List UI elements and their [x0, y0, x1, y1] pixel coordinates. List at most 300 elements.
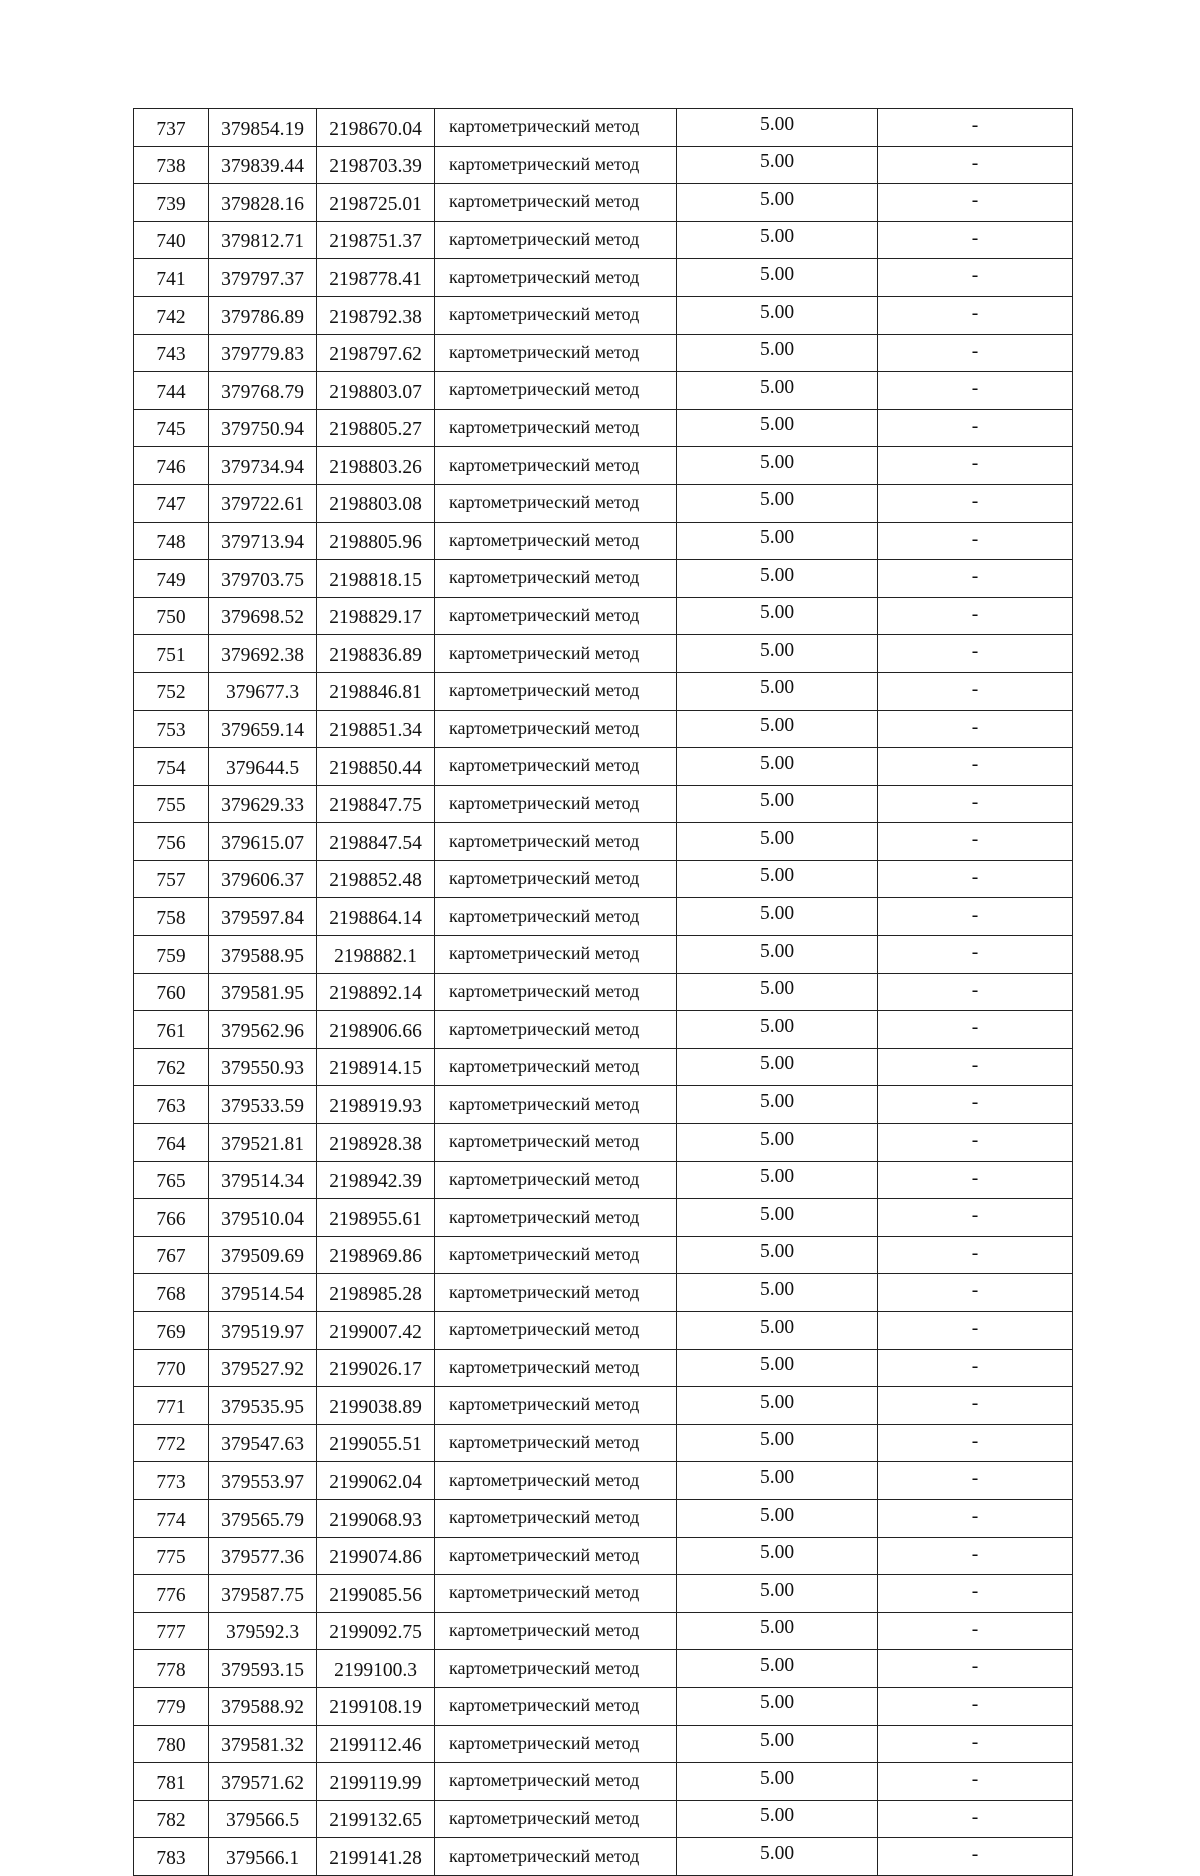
- point-number-cell: 743: [134, 334, 209, 372]
- error-cell: 5.00: [677, 447, 878, 485]
- table-row: [134, 597, 1073, 635]
- error-cell: 5.00: [677, 1612, 878, 1650]
- table-row: [134, 1650, 1073, 1688]
- point-number-cell: 741: [134, 259, 209, 297]
- x-coordinate-cell: 379565.79: [209, 1499, 317, 1537]
- point-number-cell: 749: [134, 560, 209, 598]
- note-cell: -: [878, 823, 1073, 861]
- x-coordinate-cell: 379514.54: [209, 1274, 317, 1312]
- note-cell: -: [878, 560, 1073, 598]
- y-coordinate-cell: 2198864.14: [317, 898, 435, 936]
- y-coordinate-cell: 2199112.46: [317, 1725, 435, 1763]
- error-cell: 5.00: [677, 936, 878, 974]
- note-cell: -: [878, 1236, 1073, 1274]
- note-cell: -: [878, 1499, 1073, 1537]
- note-cell: -: [878, 409, 1073, 447]
- point-number-cell: 750: [134, 597, 209, 635]
- point-number-cell: 760: [134, 973, 209, 1011]
- point-number-cell: 757: [134, 860, 209, 898]
- note-cell: -: [878, 1274, 1073, 1312]
- point-number-cell: 759: [134, 936, 209, 974]
- note-cell: -: [878, 936, 1073, 974]
- x-coordinate-cell: 379587.75: [209, 1575, 317, 1613]
- error-cell: 5.00: [677, 1199, 878, 1237]
- error-cell: 5.00: [677, 748, 878, 786]
- point-number-cell: 748: [134, 522, 209, 560]
- note-cell: -: [878, 898, 1073, 936]
- table-row: [134, 635, 1073, 673]
- method-cell: картометрический метод: [435, 296, 677, 334]
- method-cell: картометрический метод: [435, 1838, 677, 1876]
- x-coordinate-cell: 379828.16: [209, 184, 317, 222]
- note-cell: -: [878, 672, 1073, 710]
- method-cell: картометрический метод: [435, 1499, 677, 1537]
- y-coordinate-cell: 2199068.93: [317, 1499, 435, 1537]
- error-cell: 5.00: [677, 898, 878, 936]
- error-cell: 5.00: [677, 1462, 878, 1500]
- y-coordinate-cell: 2199085.56: [317, 1575, 435, 1613]
- method-cell: картометрический метод: [435, 409, 677, 447]
- y-coordinate-cell: 2199119.99: [317, 1763, 435, 1801]
- note-cell: -: [878, 1800, 1073, 1838]
- x-coordinate-cell: 379692.38: [209, 635, 317, 673]
- x-coordinate-cell: 379812.71: [209, 221, 317, 259]
- error-cell: 5.00: [677, 409, 878, 447]
- error-cell: 5.00: [677, 1725, 878, 1763]
- point-number-cell: 738: [134, 146, 209, 184]
- method-cell: картометрический метод: [435, 748, 677, 786]
- table-row: [134, 1763, 1073, 1801]
- note-cell: -: [878, 1161, 1073, 1199]
- point-number-cell: 769: [134, 1312, 209, 1350]
- method-cell: картометрический метод: [435, 560, 677, 598]
- table-row: [134, 1274, 1073, 1312]
- note-cell: -: [878, 522, 1073, 560]
- y-coordinate-cell: 2199007.42: [317, 1312, 435, 1350]
- y-coordinate-cell: 2198969.86: [317, 1236, 435, 1274]
- point-number-cell: 737: [134, 109, 209, 147]
- note-cell: -: [878, 1424, 1073, 1462]
- x-coordinate-cell: 379533.59: [209, 1086, 317, 1124]
- method-cell: картометрический метод: [435, 1687, 677, 1725]
- table-row: [134, 1312, 1073, 1350]
- error-cell: 5.00: [677, 1011, 878, 1049]
- y-coordinate-cell: 2198803.26: [317, 447, 435, 485]
- method-cell: картометрический метод: [435, 973, 677, 1011]
- x-coordinate-cell: 379588.92: [209, 1687, 317, 1725]
- y-coordinate-cell: 2199074.86: [317, 1537, 435, 1575]
- error-cell: 5.00: [677, 1048, 878, 1086]
- table-row: [134, 1387, 1073, 1425]
- method-cell: картометрический метод: [435, 1124, 677, 1162]
- method-cell: картометрический метод: [435, 184, 677, 222]
- error-cell: 5.00: [677, 259, 878, 297]
- note-cell: -: [878, 447, 1073, 485]
- note-cell: -: [878, 1763, 1073, 1801]
- y-coordinate-cell: 2198805.96: [317, 522, 435, 560]
- y-coordinate-cell: 2198803.07: [317, 372, 435, 410]
- table-row: [134, 296, 1073, 334]
- error-cell: 5.00: [677, 710, 878, 748]
- note-cell: -: [878, 1612, 1073, 1650]
- table-row: [134, 973, 1073, 1011]
- table-row: [134, 1800, 1073, 1838]
- error-cell: 5.00: [677, 1236, 878, 1274]
- method-cell: картометрический метод: [435, 334, 677, 372]
- method-cell: картометрический метод: [435, 898, 677, 936]
- x-coordinate-cell: 379703.75: [209, 560, 317, 598]
- note-cell: -: [878, 184, 1073, 222]
- y-coordinate-cell: 2198919.93: [317, 1086, 435, 1124]
- error-cell: 5.00: [677, 1349, 878, 1387]
- table-row: [134, 221, 1073, 259]
- method-cell: картометрический метод: [435, 484, 677, 522]
- method-cell: картометрический метод: [435, 785, 677, 823]
- x-coordinate-cell: 379550.93: [209, 1048, 317, 1086]
- note-cell: -: [878, 334, 1073, 372]
- note-cell: -: [878, 146, 1073, 184]
- y-coordinate-cell: 2199062.04: [317, 1462, 435, 1500]
- table-row: [134, 785, 1073, 823]
- method-cell: картометрический метод: [435, 1424, 677, 1462]
- note-cell: -: [878, 372, 1073, 410]
- method-cell: картометрический метод: [435, 1650, 677, 1688]
- error-cell: 5.00: [677, 1387, 878, 1425]
- method-cell: картометрический метод: [435, 1349, 677, 1387]
- error-cell: 5.00: [677, 1838, 878, 1876]
- note-cell: -: [878, 1575, 1073, 1613]
- coordinates-table-body: [134, 109, 1073, 1876]
- point-number-cell: 742: [134, 296, 209, 334]
- error-cell: 5.00: [677, 1763, 878, 1801]
- point-number-cell: 778: [134, 1650, 209, 1688]
- y-coordinate-cell: 2198670.04: [317, 109, 435, 147]
- point-number-cell: 775: [134, 1537, 209, 1575]
- point-number-cell: 781: [134, 1763, 209, 1801]
- method-cell: картометрический метод: [435, 1048, 677, 1086]
- error-cell: 5.00: [677, 1161, 878, 1199]
- point-number-cell: 744: [134, 372, 209, 410]
- error-cell: 5.00: [677, 1575, 878, 1613]
- error-cell: 5.00: [677, 635, 878, 673]
- method-cell: картометрический метод: [435, 1387, 677, 1425]
- error-cell: 5.00: [677, 1650, 878, 1688]
- y-coordinate-cell: 2198836.89: [317, 635, 435, 673]
- point-number-cell: 768: [134, 1274, 209, 1312]
- table-row: [134, 259, 1073, 297]
- note-cell: -: [878, 1650, 1073, 1688]
- x-coordinate-cell: 379571.62: [209, 1763, 317, 1801]
- x-coordinate-cell: 379566.5: [209, 1800, 317, 1838]
- y-coordinate-cell: 2198942.39: [317, 1161, 435, 1199]
- note-cell: -: [878, 109, 1073, 147]
- x-coordinate-cell: 379509.69: [209, 1236, 317, 1274]
- error-cell: 5.00: [677, 484, 878, 522]
- y-coordinate-cell: 2198847.75: [317, 785, 435, 823]
- table-row: [134, 1048, 1073, 1086]
- table-row: [134, 1349, 1073, 1387]
- y-coordinate-cell: 2198818.15: [317, 560, 435, 598]
- x-coordinate-cell: 379510.04: [209, 1199, 317, 1237]
- point-number-cell: 764: [134, 1124, 209, 1162]
- y-coordinate-cell: 2198906.66: [317, 1011, 435, 1049]
- x-coordinate-cell: 379566.1: [209, 1838, 317, 1876]
- point-number-cell: 756: [134, 823, 209, 861]
- note-cell: -: [878, 1011, 1073, 1049]
- method-cell: картометрический метод: [435, 1800, 677, 1838]
- point-number-cell: 762: [134, 1048, 209, 1086]
- point-number-cell: 777: [134, 1612, 209, 1650]
- note-cell: -: [878, 221, 1073, 259]
- x-coordinate-cell: 379521.81: [209, 1124, 317, 1162]
- table-row: [134, 710, 1073, 748]
- x-coordinate-cell: 379713.94: [209, 522, 317, 560]
- point-number-cell: 754: [134, 748, 209, 786]
- y-coordinate-cell: 2198847.54: [317, 823, 435, 861]
- coordinates-table: [133, 108, 1073, 1876]
- x-coordinate-cell: 379553.97: [209, 1462, 317, 1500]
- error-cell: 5.00: [677, 1537, 878, 1575]
- table-row: [134, 1838, 1073, 1876]
- y-coordinate-cell: 2198882.1: [317, 936, 435, 974]
- note-cell: -: [878, 296, 1073, 334]
- point-number-cell: 747: [134, 484, 209, 522]
- x-coordinate-cell: 379734.94: [209, 447, 317, 485]
- x-coordinate-cell: 379786.89: [209, 296, 317, 334]
- point-number-cell: 758: [134, 898, 209, 936]
- note-cell: -: [878, 1838, 1073, 1876]
- method-cell: картометрический метод: [435, 1537, 677, 1575]
- x-coordinate-cell: 379797.37: [209, 259, 317, 297]
- table-row: [134, 109, 1073, 147]
- note-cell: -: [878, 1312, 1073, 1350]
- point-number-cell: 755: [134, 785, 209, 823]
- error-cell: 5.00: [677, 860, 878, 898]
- table-row: [134, 898, 1073, 936]
- y-coordinate-cell: 2198892.14: [317, 973, 435, 1011]
- table-row: [134, 936, 1073, 974]
- method-cell: картометрический метод: [435, 522, 677, 560]
- point-number-cell: 776: [134, 1575, 209, 1613]
- table-row: [134, 409, 1073, 447]
- x-coordinate-cell: 379615.07: [209, 823, 317, 861]
- point-number-cell: 763: [134, 1086, 209, 1124]
- table-row: [134, 1612, 1073, 1650]
- error-cell: 5.00: [677, 1424, 878, 1462]
- x-coordinate-cell: 379659.14: [209, 710, 317, 748]
- note-cell: -: [878, 635, 1073, 673]
- note-cell: -: [878, 785, 1073, 823]
- y-coordinate-cell: 2199026.17: [317, 1349, 435, 1387]
- error-cell: 5.00: [677, 597, 878, 635]
- method-cell: картометрический метод: [435, 1763, 677, 1801]
- method-cell: картометрический метод: [435, 1086, 677, 1124]
- y-coordinate-cell: 2198792.38: [317, 296, 435, 334]
- note-cell: -: [878, 1725, 1073, 1763]
- note-cell: -: [878, 1349, 1073, 1387]
- table-row: [134, 1687, 1073, 1725]
- point-number-cell: 740: [134, 221, 209, 259]
- table-row: [134, 1086, 1073, 1124]
- x-coordinate-cell: 379779.83: [209, 334, 317, 372]
- point-number-cell: 779: [134, 1687, 209, 1725]
- x-coordinate-cell: 379839.44: [209, 146, 317, 184]
- error-cell: 5.00: [677, 1124, 878, 1162]
- y-coordinate-cell: 2198928.38: [317, 1124, 435, 1162]
- table-row: [134, 1424, 1073, 1462]
- y-coordinate-cell: 2199038.89: [317, 1387, 435, 1425]
- x-coordinate-cell: 379722.61: [209, 484, 317, 522]
- point-number-cell: 761: [134, 1011, 209, 1049]
- method-cell: картометрический метод: [435, 372, 677, 410]
- error-cell: 5.00: [677, 1800, 878, 1838]
- table-row: [134, 334, 1073, 372]
- table-row: [134, 1199, 1073, 1237]
- x-coordinate-cell: 379606.37: [209, 860, 317, 898]
- x-coordinate-cell: 379593.15: [209, 1650, 317, 1688]
- y-coordinate-cell: 2198803.08: [317, 484, 435, 522]
- method-cell: картометрический метод: [435, 146, 677, 184]
- point-number-cell: 766: [134, 1199, 209, 1237]
- table-row: [134, 1124, 1073, 1162]
- point-number-cell: 751: [134, 635, 209, 673]
- table-row: [134, 484, 1073, 522]
- method-cell: картометрический метод: [435, 1725, 677, 1763]
- y-coordinate-cell: 2198850.44: [317, 748, 435, 786]
- y-coordinate-cell: 2198851.34: [317, 710, 435, 748]
- error-cell: 5.00: [677, 560, 878, 598]
- method-cell: картометрический метод: [435, 447, 677, 485]
- method-cell: картометрический метод: [435, 221, 677, 259]
- note-cell: -: [878, 597, 1073, 635]
- error-cell: 5.00: [677, 1687, 878, 1725]
- y-coordinate-cell: 2198852.48: [317, 860, 435, 898]
- method-cell: картометрический метод: [435, 1462, 677, 1500]
- table-row: [134, 1161, 1073, 1199]
- note-cell: -: [878, 710, 1073, 748]
- method-cell: картометрический метод: [435, 672, 677, 710]
- note-cell: -: [878, 1199, 1073, 1237]
- point-number-cell: 767: [134, 1236, 209, 1274]
- note-cell: -: [878, 484, 1073, 522]
- y-coordinate-cell: 2199132.65: [317, 1800, 435, 1838]
- point-number-cell: 771: [134, 1387, 209, 1425]
- y-coordinate-cell: 2198805.27: [317, 409, 435, 447]
- error-cell: 5.00: [677, 109, 878, 147]
- method-cell: картометрический метод: [435, 1199, 677, 1237]
- point-number-cell: 745: [134, 409, 209, 447]
- x-coordinate-cell: 379581.95: [209, 973, 317, 1011]
- x-coordinate-cell: 379535.95: [209, 1387, 317, 1425]
- note-cell: -: [878, 1124, 1073, 1162]
- x-coordinate-cell: 379677.3: [209, 672, 317, 710]
- method-cell: картометрический метод: [435, 259, 677, 297]
- error-cell: 5.00: [677, 672, 878, 710]
- x-coordinate-cell: 379750.94: [209, 409, 317, 447]
- error-cell: 5.00: [677, 221, 878, 259]
- x-coordinate-cell: 379768.79: [209, 372, 317, 410]
- error-cell: 5.00: [677, 1086, 878, 1124]
- y-coordinate-cell: 2199100.3: [317, 1650, 435, 1688]
- y-coordinate-cell: 2199055.51: [317, 1424, 435, 1462]
- method-cell: картометрический метод: [435, 1612, 677, 1650]
- table-row: [134, 447, 1073, 485]
- x-coordinate-cell: 379854.19: [209, 109, 317, 147]
- x-coordinate-cell: 379644.5: [209, 748, 317, 786]
- error-cell: 5.00: [677, 973, 878, 1011]
- y-coordinate-cell: 2199092.75: [317, 1612, 435, 1650]
- y-coordinate-cell: 2198955.61: [317, 1199, 435, 1237]
- y-coordinate-cell: 2198829.17: [317, 597, 435, 635]
- method-cell: картометрический метод: [435, 1274, 677, 1312]
- table-row: [134, 1575, 1073, 1613]
- note-cell: -: [878, 860, 1073, 898]
- point-number-cell: 774: [134, 1499, 209, 1537]
- table-row: [134, 1462, 1073, 1500]
- table-row: [134, 522, 1073, 560]
- table-row: [134, 823, 1073, 861]
- point-number-cell: 753: [134, 710, 209, 748]
- point-number-cell: 739: [134, 184, 209, 222]
- y-coordinate-cell: 2198797.62: [317, 334, 435, 372]
- x-coordinate-cell: 379698.52: [209, 597, 317, 635]
- point-number-cell: 752: [134, 672, 209, 710]
- method-cell: картометрический метод: [435, 1161, 677, 1199]
- x-coordinate-cell: 379519.97: [209, 1312, 317, 1350]
- method-cell: картометрический метод: [435, 109, 677, 147]
- table-row: [134, 560, 1073, 598]
- error-cell: 5.00: [677, 372, 878, 410]
- note-cell: -: [878, 1537, 1073, 1575]
- error-cell: 5.00: [677, 1499, 878, 1537]
- x-coordinate-cell: 379514.34: [209, 1161, 317, 1199]
- x-coordinate-cell: 379588.95: [209, 936, 317, 974]
- x-coordinate-cell: 379629.33: [209, 785, 317, 823]
- table-row: [134, 146, 1073, 184]
- error-cell: 5.00: [677, 1312, 878, 1350]
- note-cell: -: [878, 1086, 1073, 1124]
- y-coordinate-cell: 2199108.19: [317, 1687, 435, 1725]
- method-cell: картометрический метод: [435, 1011, 677, 1049]
- table-row: [134, 860, 1073, 898]
- method-cell: картометрический метод: [435, 1312, 677, 1350]
- point-number-cell: 770: [134, 1349, 209, 1387]
- note-cell: -: [878, 1462, 1073, 1500]
- table-row: [134, 748, 1073, 786]
- method-cell: картометрический метод: [435, 635, 677, 673]
- y-coordinate-cell: 2198914.15: [317, 1048, 435, 1086]
- point-number-cell: 780: [134, 1725, 209, 1763]
- x-coordinate-cell: 379577.36: [209, 1537, 317, 1575]
- note-cell: -: [878, 748, 1073, 786]
- point-number-cell: 783: [134, 1838, 209, 1876]
- error-cell: 5.00: [677, 184, 878, 222]
- y-coordinate-cell: 2198751.37: [317, 221, 435, 259]
- x-coordinate-cell: 379592.3: [209, 1612, 317, 1650]
- method-cell: картометрический метод: [435, 597, 677, 635]
- y-coordinate-cell: 2199141.28: [317, 1838, 435, 1876]
- error-cell: 5.00: [677, 334, 878, 372]
- method-cell: картометрический метод: [435, 936, 677, 974]
- error-cell: 5.00: [677, 823, 878, 861]
- point-number-cell: 773: [134, 1462, 209, 1500]
- note-cell: -: [878, 259, 1073, 297]
- x-coordinate-cell: 379562.96: [209, 1011, 317, 1049]
- point-number-cell: 772: [134, 1424, 209, 1462]
- x-coordinate-cell: 379527.92: [209, 1349, 317, 1387]
- table-row: [134, 1725, 1073, 1763]
- point-number-cell: 782: [134, 1800, 209, 1838]
